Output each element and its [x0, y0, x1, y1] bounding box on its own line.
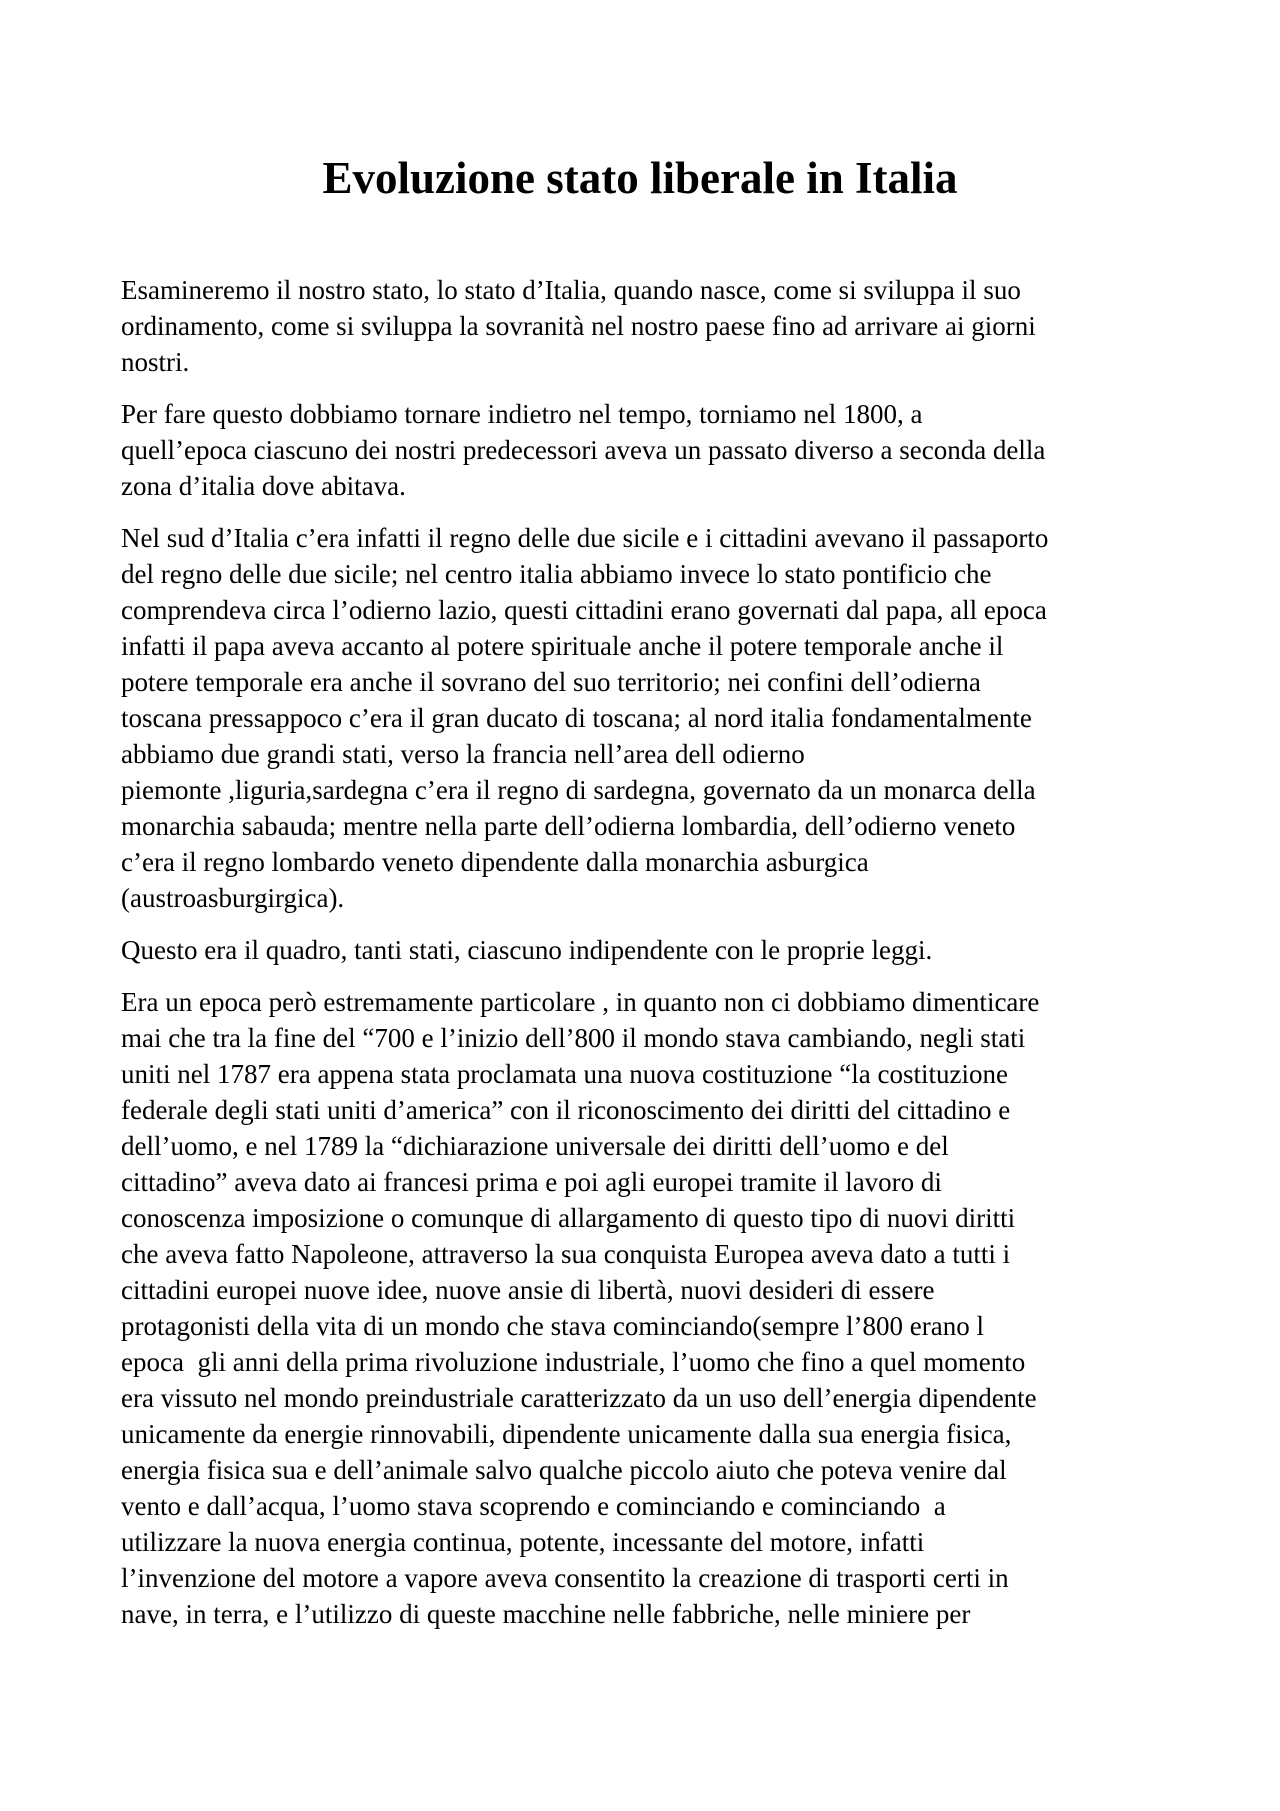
paragraph-1800	[121, 396, 1161, 504]
text-line: federale degli stati uniti d’america” con il riconoscimento dei diritti del cittadino e	[121, 1095, 1011, 1125]
text-line: infatti il papa aveva accanto al potere spirituale anche il potere temporale anche il	[121, 631, 1004, 661]
text-line: conoscenza imposizione o comunque di allargamento di questo tipo di nuovi diritti	[121, 1203, 1016, 1233]
text-line: comprendeva circa l’odierno lazio, questi cittadini erano governati dal papa, all epoca	[121, 595, 1047, 625]
text-line: nostri.	[121, 347, 190, 377]
text-line: nave, in terra, e l’utilizzo di queste macchine nelle fabbriche, nelle miniere per	[121, 1599, 971, 1629]
text-line: abbiamo due grandi stati, verso la francia nell’area dell odierno	[121, 739, 805, 769]
text-line: protagonisti della vita di un mondo che stava cominciando(sempre l’800 erano l	[121, 1311, 985, 1341]
text-line: utilizzare la nuova energia continua, potente, incessante del motore, infatti	[121, 1527, 925, 1557]
text-line: monarchia sabauda; mentre nella parte dell’odierna lombardia, dell’odierno veneto	[121, 811, 1016, 841]
text-line: Era un epoca però estremamente particolare , in quanto non ci dobbiamo dimenticare	[121, 987, 1040, 1017]
text-line: Esamineremo il nostro stato, lo stato d’Italia, quando nasce, come si sviluppa il suo	[121, 275, 1021, 305]
text-line: che aveva fatto Napoleone, attraverso la sua conquista Europea aveva dato a tutti i	[121, 1239, 1011, 1269]
paragraph-intro	[121, 272, 1161, 380]
text-line: dell’uomo, e nel 1789 la “dichiarazione universale dei diritti dell’uomo e del	[121, 1131, 949, 1161]
text-line: del regno delle due sicile; nel centro italia abbiamo invece lo stato pontificio che	[121, 559, 992, 589]
text-line: Nel sud d’Italia c’era infatti il regno delle due sicile e i cittadini avevano il passaporto	[121, 523, 1049, 553]
paragraph-stati-preunitari	[121, 520, 1161, 916]
text-line: c’era il regno lombardo veneto dipendente dalla monarchia asburgica	[121, 847, 869, 877]
text-line: mai che tra la fine del “700 e l’inizio dell’800 il mondo stava cambiando, negli stati	[121, 1023, 1026, 1053]
text-line: zona d’italia dove abitava.	[121, 471, 406, 501]
text-line: cittadino” aveva dato ai francesi prima e poi agli europei tramite il lavoro di	[121, 1167, 942, 1197]
text-line: piemonte ,liguria,sardegna c’era il regno di sardegna, governato da un monarca della	[121, 775, 1036, 805]
document-title: Evoluzione stato liberale in Italia	[322, 153, 958, 203]
paragraph-epoca	[121, 984, 1161, 1632]
text-line: quell’epoca ciascuno dei nostri predecessori aveva un passato diverso a seconda della	[121, 435, 1046, 465]
text-line: energia fisica sua e dell’animale salvo qualche piccolo aiuto che poteva venire dal	[121, 1455, 1007, 1485]
text-line: era vissuto nel mondo preindustriale caratterizzato da un uso dell’energia dipendente	[121, 1383, 1037, 1413]
text-line: epoca gli anni della prima rivoluzione industriale, l’uomo che fino a quel momento	[121, 1347, 1026, 1377]
document-body	[121, 272, 1161, 1648]
paragraph-quadro	[121, 932, 1161, 968]
text-line: vento e dall’acqua, l’uomo stava scoprendo e cominciando e cominciando a	[121, 1491, 946, 1521]
text-line: ordinamento, come si sviluppa la sovranità nel nostro paese fino ad arrivare ai giorni	[121, 311, 1036, 341]
text-line: (austroasburgirgica).	[121, 883, 345, 913]
text-line: l’invenzione del motore a vapore aveva consentito la creazione di trasporti certi in	[121, 1563, 1009, 1593]
text-line: Questo era il quadro, tanti stati, ciascuno indipendente con le proprie leggi.	[121, 935, 933, 965]
text-line: potere temporale era anche il sovrano del suo territorio; nei confini dell’odierna	[121, 667, 981, 697]
text-line: Per fare questo dobbiamo tornare indietro nel tempo, torniamo nel 1800, a	[121, 399, 923, 429]
text-line: unicamente da energie rinnovabili, dipendente unicamente dalla sua energia fisica,	[121, 1419, 1012, 1449]
text-line: uniti nel 1787 era appena stata proclamata una nuova costituzione “la costituzione	[121, 1059, 1008, 1089]
text-line: cittadini europei nuove idee, nuove ansie di libertà, nuovi desideri di essere	[121, 1275, 935, 1305]
text-line: toscana pressappoco c’era il gran ducato di toscana; al nord italia fondamentalmente	[121, 703, 1032, 733]
